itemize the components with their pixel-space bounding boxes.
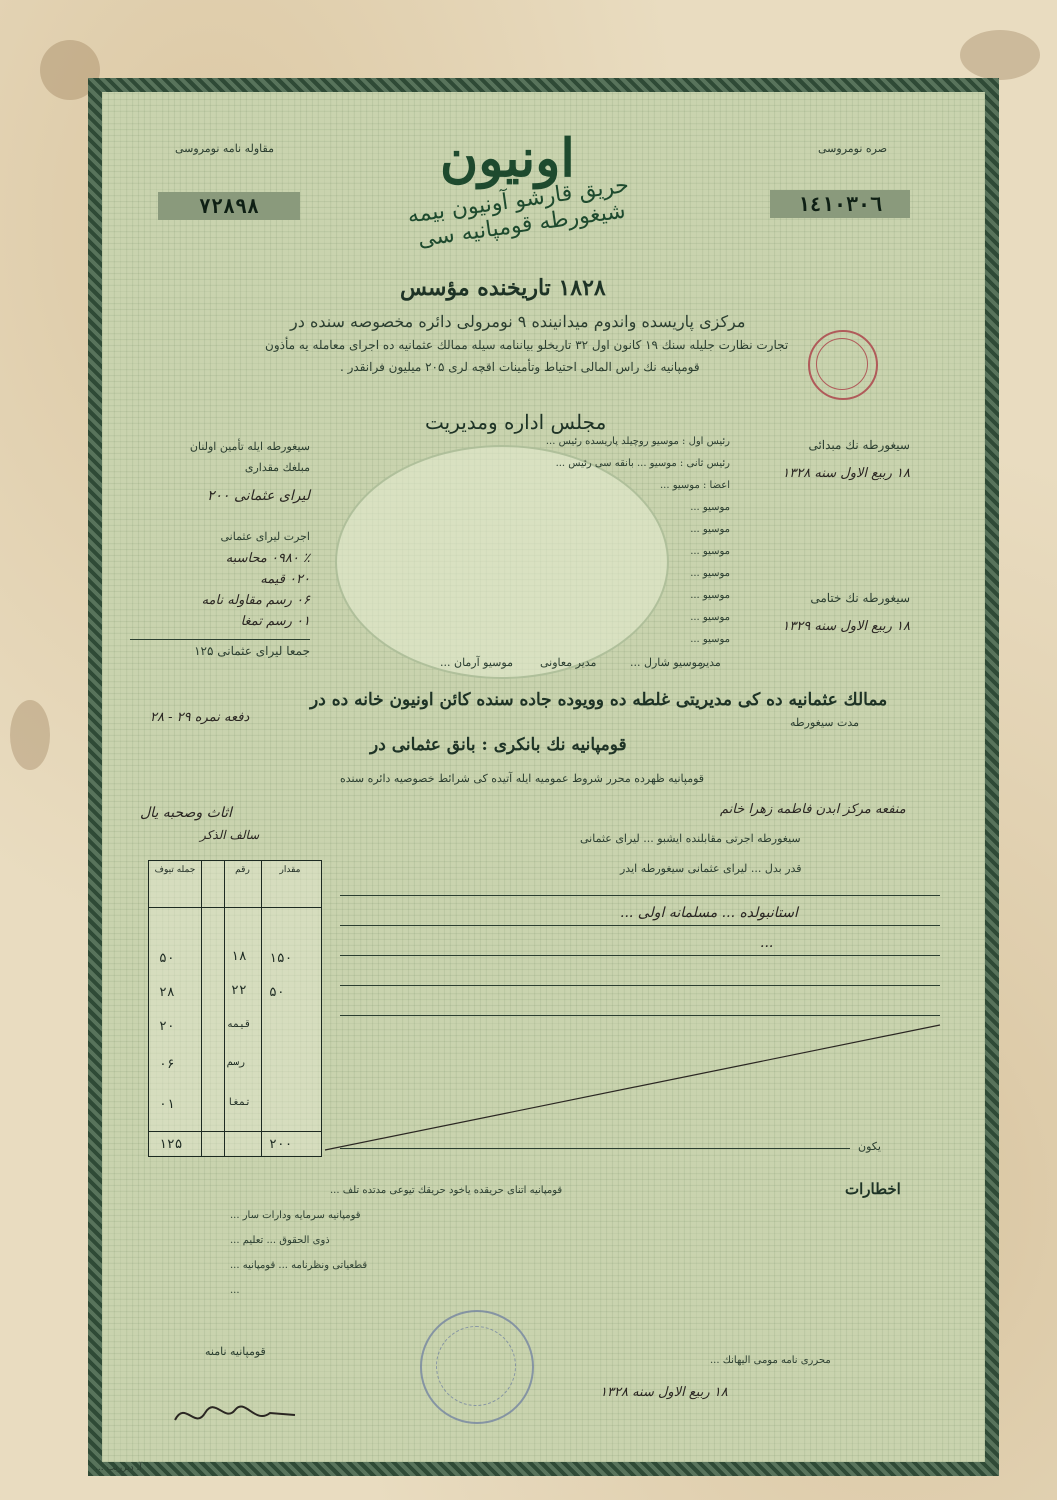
table-cell: ۰۶ bbox=[159, 1057, 175, 1072]
notes-line: قومپانیه اتنای حریقده یاخود حریقك تیوعی مدتده تلف ... bbox=[330, 1185, 563, 1196]
footer-note: محرری نامه مومی الیهانك ... bbox=[710, 1355, 831, 1366]
handwritten-line: ... bbox=[760, 935, 774, 951]
board-member: رئیس اول : موسیو روچیلد پاریسده رئیس ... bbox=[545, 436, 730, 447]
signed-date: ۱۸ ربیع الاول سنه ۱۳۲۸ bbox=[600, 1385, 728, 1400]
notes-line: ... bbox=[230, 1285, 240, 1296]
assistant-director-label: مدیر معاونی bbox=[540, 656, 597, 669]
board-title: مجلس اداره ومدیریت bbox=[425, 410, 607, 434]
ruled-line bbox=[340, 895, 940, 896]
signer-name: موسیو آرمان ... bbox=[440, 656, 513, 669]
ruled-line bbox=[340, 955, 940, 956]
board-member: موسیو ... bbox=[690, 502, 730, 513]
duration-label: مدت سیغورطه bbox=[790, 716, 860, 729]
board-member: رئیس ثانی : موسیو ... بانقه سی رئیس ... bbox=[555, 458, 730, 469]
director-label: مدیر bbox=[700, 656, 721, 669]
company-subtitle: حریق قارشو آونیون بیمه شیغورطه قومپانیه سی bbox=[406, 172, 631, 253]
notes-line: قطعیاتی ونظرنامه ... قومپانیه ... bbox=[230, 1260, 368, 1271]
side-note: سالف الذکر bbox=[200, 828, 260, 842]
bank-heading: قومپانیه نك بانکری : بانق عثمانی در bbox=[370, 735, 627, 755]
article-reference: دفعه نمره ۲۹ - ۲۸ bbox=[150, 710, 250, 725]
handwritten-signature bbox=[170, 1395, 300, 1435]
blue-circular-stamp bbox=[420, 1310, 534, 1424]
corner-stain bbox=[960, 30, 1040, 80]
table-header: رقم bbox=[235, 865, 250, 875]
insured-label: سیغورطه ایله تأمین اولنان bbox=[189, 440, 310, 453]
table-cell: ۵۰ bbox=[159, 951, 175, 966]
table-header: جمله تیوف bbox=[154, 865, 196, 875]
policy-number-label: مقاوله نامه نومروسی bbox=[175, 142, 274, 155]
table-cell: قیمه bbox=[227, 1019, 252, 1030]
intro-line: مرکزی پاریسده واندوم میدانینده ۹ نومرولی دائره مخصوصه سنده در bbox=[290, 312, 746, 331]
premium-row: ٪ ۰۹۸۰ محاسبه bbox=[225, 551, 310, 566]
table-total: ۱۲۵ bbox=[159, 1137, 183, 1152]
end-label: سیغورطه نك ختامی bbox=[810, 591, 910, 605]
serial-number: ١٤١٠٣٠٦ bbox=[770, 190, 910, 218]
premium-row: ۰۶ رسم مقاوله نامه bbox=[201, 593, 310, 608]
table-cell: ۵۰ bbox=[269, 985, 285, 1000]
table-cell: ۲۸ bbox=[159, 985, 175, 1000]
intro-line: تجارت نظارت جلیله سنك ۱۹ کانون اول ۳۲ تاریخلو بیاننامه سیله ممالك عثمانیه ده اجرای معامله یه مأذون bbox=[265, 338, 789, 352]
amount-value: لیرای عثمانی ۲۰۰ bbox=[206, 488, 310, 504]
board-member: موسیو ... bbox=[690, 590, 730, 601]
red-seal-stamp bbox=[808, 330, 878, 400]
serial-label: صره نومروسی bbox=[818, 142, 888, 155]
side-note: اثاث وصحبه یال bbox=[140, 805, 232, 821]
printer-mark: آ. دیرریب ... bbox=[95, 1463, 142, 1473]
body-line: سیغورطه اجرتی مقابلنده ایشبو ... لیرای عثمانی bbox=[580, 832, 801, 845]
premium-table bbox=[148, 860, 322, 1157]
diagonal-strike-line bbox=[320, 1010, 960, 1160]
start-date: ۱۸ ربیع الاول سنه ۱۳۲۸ bbox=[782, 466, 910, 481]
notary-label: قومپانیه نامنه bbox=[205, 1345, 266, 1358]
table-cell: ۱۸ bbox=[231, 949, 247, 964]
intro-line: قومپانیه نك راس المالی احتیاط وتأمینات اقچه لری ۲۰۵ میلیون فرانقدر . bbox=[340, 360, 700, 374]
main-heading: ممالك عثمانیه ده کی مدیریتی غلطه ده وویوده جاده سنده کائن اونیون خانه ده در bbox=[310, 690, 888, 710]
premium-row: ۰۲۰ قیمه bbox=[260, 572, 310, 587]
left-column bbox=[130, 440, 310, 658]
table-cell: ۲۰ bbox=[159, 1019, 175, 1034]
table-cell: ۰۱ bbox=[159, 1097, 175, 1112]
ruled-line bbox=[340, 925, 940, 926]
ruled-line bbox=[340, 985, 940, 986]
table-cell: ۲۲ bbox=[231, 983, 247, 998]
right-column bbox=[770, 438, 910, 634]
policy-number: ٧٢٨٩٨ bbox=[158, 192, 300, 220]
board-member: موسیو ... bbox=[690, 524, 730, 535]
edge-stain bbox=[10, 700, 50, 770]
board-member: موسیو ... bbox=[690, 634, 730, 645]
handwritten-line: استانبولده ... مسلمانه اولی ... bbox=[620, 905, 798, 921]
body-line: قومپانیه ظهرده محرر شروط عمومیه ایله آتیده کی شرائط خصوصیه دائره سنده bbox=[340, 772, 705, 785]
board-member: اعضا : موسیو ... bbox=[660, 480, 730, 491]
table-header: مقدار bbox=[279, 865, 301, 875]
insured-name: منفعه مرکز ابدن فاطمه زهرا خانم bbox=[720, 802, 906, 817]
yekun-label: یکون bbox=[858, 1140, 881, 1153]
premium-label: اجرت لیرای عثمانی bbox=[220, 530, 310, 543]
board-member: موسیو ... bbox=[690, 612, 730, 623]
notes-title: اخطارات bbox=[845, 1180, 901, 1198]
company-title: اونیون bbox=[440, 128, 575, 189]
amount-label: مبلغك مقداری bbox=[244, 461, 310, 474]
end-date: ۱۸ ربیع الاول سنه ۱۳۲۹ bbox=[782, 619, 910, 634]
board-member: موسیو ... bbox=[690, 546, 730, 557]
start-label: سیغورطه نك مبدائی bbox=[808, 438, 910, 452]
table-total: ۲۰۰ bbox=[269, 1137, 293, 1152]
signer-name: موسیو شارل ... bbox=[630, 656, 704, 669]
founded-line: ۱۸۲۸ تاریخنده مؤسس bbox=[400, 275, 606, 301]
premium-total: جمعا لیرای عثمانی ۱۲۵ bbox=[130, 639, 310, 658]
table-cell: ۱۵۰ bbox=[269, 951, 293, 966]
board-member-list bbox=[320, 436, 730, 656]
premium-row: ۰۱ رسم تمغا bbox=[240, 614, 310, 629]
body-line: قدر بدل ... لیرای عثمانی سیغورطه ایدر bbox=[620, 862, 802, 875]
table-cell: تمغا bbox=[227, 1097, 252, 1108]
board-member: موسیو ... bbox=[690, 568, 730, 579]
table-cell: رسم bbox=[227, 1057, 246, 1068]
notes-line: ذوی الحقوق ... تعلیم ... bbox=[230, 1235, 330, 1246]
notes-line: قومپانیه سرمایه ودارات سار ... bbox=[230, 1210, 361, 1221]
